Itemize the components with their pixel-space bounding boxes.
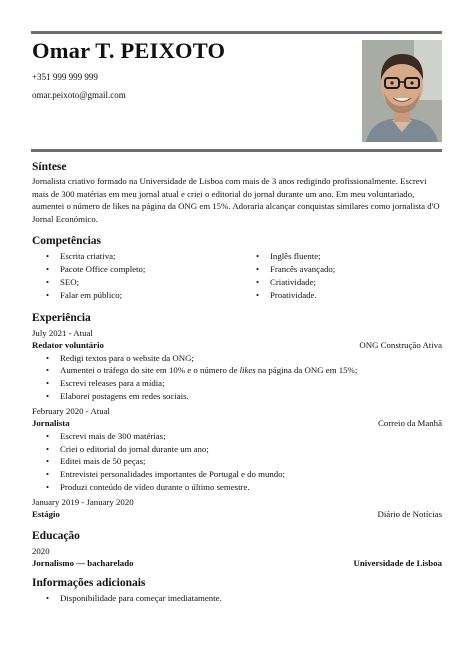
experience-period: July 2021 - Atual	[32, 328, 93, 338]
phone-number: +351 999 999 999	[32, 72, 98, 82]
skill-item: • Criatividade;	[242, 276, 335, 289]
skill-item: • SEO;	[32, 276, 242, 289]
experience-bullets	[32, 430, 442, 495]
experience-role: Estágio	[32, 509, 60, 520]
experience-bullets	[32, 352, 442, 404]
skills-title: Competências	[32, 235, 101, 248]
education-section	[32, 529, 442, 570]
experience-item	[32, 405, 442, 494]
resume-body	[32, 160, 442, 605]
experience-bullet: • Criei o editorial do jornal durante um ano;	[32, 443, 442, 456]
summary-title: Síntese	[32, 161, 67, 173]
experience-bullet: • Aumentei o tráfego do site em 10% e o número de likes na página da ONG em 15%;	[32, 364, 442, 377]
skill-item: • Falar em público;	[32, 289, 242, 302]
education-header	[32, 557, 442, 570]
skill-item: • Pacote Office completo;	[32, 263, 242, 276]
additional-section	[32, 576, 442, 605]
skill-item: • Inglês fluente;	[242, 250, 335, 263]
skills-right-list	[242, 250, 335, 302]
experience-bullet: • Editei mais de 50 peças;	[32, 455, 442, 468]
summary-text: Jornalista criativo formado na Universidade de Lisboa com mais de 3 anos redigindo profissionalmente. Escrevi mais de 300 matérias em meu jornal atual e criei o editorial do jornal durante um ano. Em meu voluntariado, aumentei o número de likes na página da ONG em 15%. Adoraria alcançar conquistas similares como jornalista d'O Jornal Económico.	[32, 176, 440, 224]
experience-bullet: • Escrevi releases para a mídia;	[32, 377, 442, 390]
experience-header	[32, 339, 442, 352]
experience-bullet: • Redigi textos para o website da ONG;	[32, 352, 442, 365]
experience-role: Jornalista	[32, 418, 70, 429]
additional-title: Informações adicionais	[32, 577, 146, 590]
education-degree: Jornalismo — bacharelado	[32, 557, 134, 568]
skills-columns	[32, 250, 442, 302]
experience-bullet: • Entrevistei personalidades importantes de Portugal e do mundo;	[32, 468, 442, 481]
skills-left-list	[32, 250, 242, 302]
education-year: 2020	[32, 545, 50, 556]
email-address: omar.peixoto@gmail.com	[32, 90, 126, 100]
experience-item	[32, 496, 442, 521]
experience-role: Redator voluntário	[32, 340, 104, 350]
experience-org: Correio da Manhã	[377, 418, 442, 429]
top-divider	[31, 31, 442, 34]
experience-section	[32, 311, 442, 521]
skill-item: • Proatividade.	[242, 289, 335, 302]
experience-org: ONG Construção Ativa	[359, 340, 442, 350]
experience-period: February 2020 - Atual	[32, 406, 110, 417]
portrait-illustration	[362, 40, 442, 142]
skill-item: • Francês avançado;	[242, 263, 335, 276]
education-school: Universidade de Lisboa	[353, 557, 442, 568]
education-title: Educação	[32, 529, 80, 542]
experience-header	[32, 508, 442, 521]
experience-title: Experiência	[32, 312, 91, 324]
experience-period: January 2019 - January 2020	[32, 497, 134, 508]
experience-header	[32, 417, 442, 430]
experience-item	[32, 327, 442, 403]
summary-section	[32, 160, 442, 225]
additional-item: • Disponibilidade para começar imediatamente.	[32, 592, 442, 605]
experience-org: Diário de Notícias	[377, 509, 442, 520]
skill-item: • Escrita criativa;	[32, 250, 242, 263]
candidate-name: Omar T. PEIXOTO	[32, 38, 226, 63]
additional-list	[32, 592, 442, 605]
experience-bullet: • Produzi conteúdo de vídeo durante o último semestre.	[32, 481, 442, 494]
experience-bullet: • Elaborei postagens em redes sociais.	[32, 390, 442, 403]
experience-bullet: • Escrevi mais de 300 matérias;	[32, 430, 442, 443]
profile-photo	[362, 40, 442, 142]
skills-section	[32, 234, 442, 302]
header-divider	[31, 149, 442, 152]
